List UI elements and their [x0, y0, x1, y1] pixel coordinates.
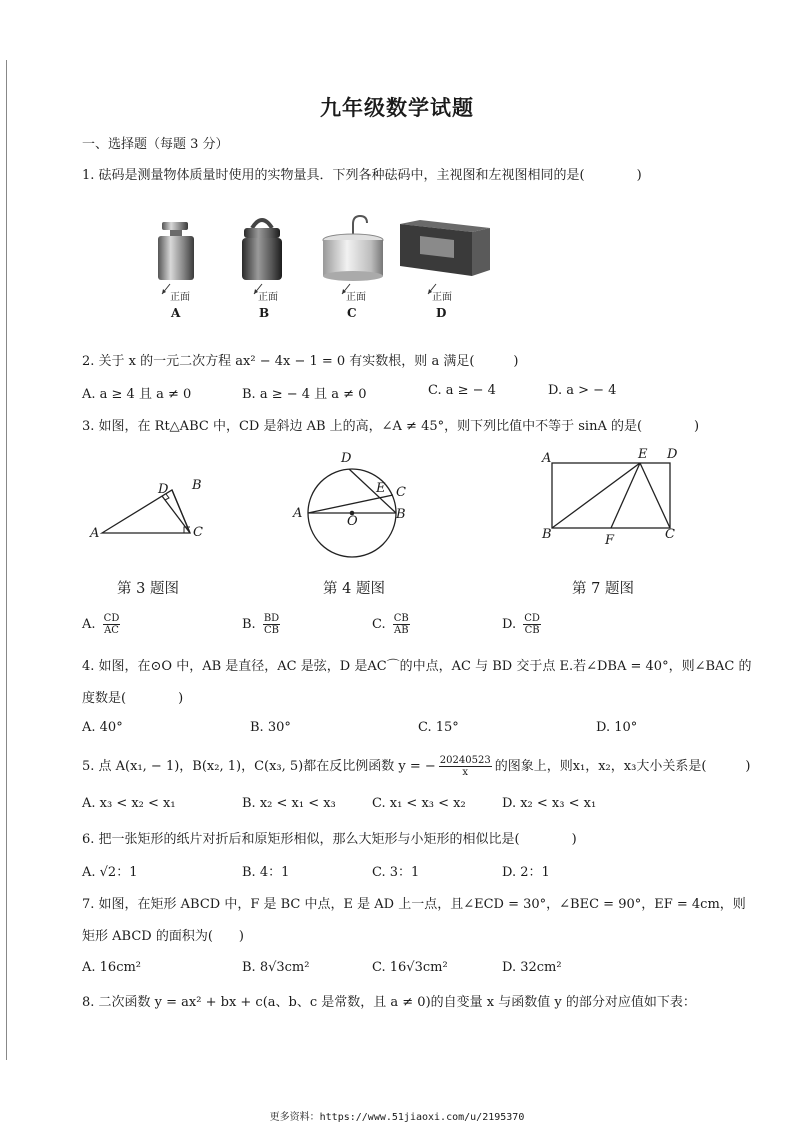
q5-text-after-fraction: 的图象上，则x₁，x₂，x₃大小关系是( ) — [494, 759, 751, 774]
question-1-text: 1. 砝码是测量物体质量时使用的实物量具．下列各种砝码中，主视图和左视图相同的是( ) — [82, 168, 642, 183]
fig7-label-e: E — [638, 447, 648, 462]
figure-3-caption: 第 3 题图 — [117, 581, 179, 597]
fig7-label-a: A — [542, 451, 552, 466]
question-3-text: 3. 如图，在 Rt△ABC 中，CD 是斜边 AB 上的高，∠A ≠ 45°，则下列比值中不等于 sinA 的是( ) — [82, 419, 700, 434]
q3-option-b-numerator: BD — [263, 613, 280, 624]
fig7-label-b: B — [542, 527, 552, 542]
q5-option-a: A. x₃ < x₂ < x₁ — [82, 796, 176, 811]
footer-source-text: 更多资料：https://www.51jiaoxi.com/u/2195370 — [269, 1112, 525, 1123]
q6-option-b: B. 4：1 — [242, 865, 290, 880]
fig7-label-f: F — [605, 533, 615, 548]
fig4-label-a: A — [293, 506, 303, 521]
q4-option-b: B. 30° — [250, 720, 291, 735]
figure-4-circle — [300, 450, 410, 560]
q4-option-d: D. 10° — [596, 720, 638, 735]
q5-option-d: D. x₂ < x₃ < x₁ — [502, 796, 597, 811]
q6-option-d: D. 2：1 — [502, 865, 550, 880]
weight-b-image — [242, 220, 282, 294]
figure-4-caption: 第 4 题图 — [323, 581, 385, 597]
fig7-label-c: C — [665, 527, 675, 542]
q3-option-c-denominator: AB — [393, 625, 409, 636]
q3-option-c — [372, 613, 413, 636]
fig4-label-b: B — [396, 507, 406, 522]
q3-option-d-letter: D. — [502, 617, 517, 632]
fig3-label-d: D — [158, 482, 169, 497]
fig3-label-c: C — [193, 525, 203, 540]
front-view-label-c: 正面 — [346, 292, 366, 303]
q5-option-b: B. x₂ < x₁ < x₃ — [242, 796, 336, 811]
q4-option-a: A. 40° — [82, 720, 123, 735]
fig4-label-e: E — [376, 481, 386, 496]
q3-option-a-letter: A. — [82, 617, 96, 632]
question-5-text — [82, 755, 750, 778]
fig7-label-d: D — [667, 447, 678, 462]
q3-option-c-numerator: CB — [393, 613, 409, 624]
question-7-line-2: 矩形 ABCD 的面积为( ) — [82, 929, 244, 944]
q3-option-b-denominator: CB — [264, 625, 280, 636]
q3-option-a-numerator: CD — [103, 613, 120, 624]
weight-d-image — [400, 220, 490, 294]
q5-option-c: C. x₁ < x₃ < x₂ — [372, 796, 466, 811]
q5-fraction-denominator: x — [462, 767, 469, 778]
q2-option-b: B. a ≥ − 4 且 a ≠ 0 — [242, 387, 367, 402]
q5-fraction-numerator: 20240523 — [439, 755, 491, 766]
question-4-line-2: 度数是( ) — [82, 691, 184, 706]
q2-option-c: C. a ≥ − 4 — [428, 383, 496, 398]
page-border-line — [6, 60, 7, 1060]
question-2-text: 2. 关于 x 的一元二次方程 ax² − 4x − 1 = 0 有实数根，则 a 满足( ) — [82, 354, 519, 369]
weights-figure — [150, 210, 500, 320]
q7-option-b: B. 8√3cm² — [242, 960, 310, 975]
q3-option-d-numerator: CD — [524, 613, 540, 624]
fig3-label-b: B — [192, 478, 202, 493]
fig4-label-c: C — [396, 485, 406, 500]
page-title: 九年级数学试题 — [320, 95, 474, 120]
front-view-label-d: 正面 — [432, 292, 452, 303]
q5-text-before-fraction: 5. 点 A(x₁, − 1)，B(x₂, 1)，C(x₃, 5)都在反比例函数 y = − — [82, 759, 436, 774]
fig3-label-a: A — [90, 526, 100, 541]
front-view-label-b: 正面 — [258, 292, 278, 303]
q3-option-c-letter: C. — [372, 617, 386, 632]
q3-option-b-letter: B. — [242, 617, 256, 632]
q6-option-a: A. √2：1 — [82, 865, 138, 880]
figure-7-caption: 第 7 题图 — [572, 581, 634, 597]
q6-option-c: C. 3：1 — [372, 865, 420, 880]
q4-option-c: C. 15° — [418, 720, 459, 735]
question-8-text: 8. 二次函数 y = ax² + bx + c(a、b、c 是常数，且 a ≠ 0)的自变量 x 与函数值 y 的部分对应值如下表： — [82, 995, 696, 1010]
weight-label-c: C — [347, 306, 357, 320]
q2-option-a: A. a ≥ 4 且 a ≠ 0 — [82, 387, 192, 402]
weight-label-d: D — [436, 306, 447, 320]
section-heading: 一、选择题（每题 3 分） — [82, 137, 229, 152]
q7-option-a: A. 16cm² — [82, 960, 142, 975]
question-7-line-1: 7. 如图，在矩形 ABCD 中，F 是 BC 中点，E 是 AD 上一点，且∠ECD = 30°，∠BEC = 90°，EF = 4cm，则 — [82, 897, 746, 912]
q7-option-c: C. 16√3cm² — [372, 960, 448, 975]
weight-c-image — [323, 216, 383, 294]
fig4-label-o: O — [347, 514, 358, 529]
q3-option-b — [242, 613, 283, 636]
q7-option-d: D. 32cm² — [502, 960, 562, 975]
fig4-label-d: D — [341, 451, 352, 466]
q2-option-d: D. a > − 4 — [548, 383, 617, 398]
front-view-label-a: 正面 — [170, 292, 190, 303]
weight-a-image — [158, 222, 194, 294]
question-4-line-1: 4. 如图，在⊙O 中，AB 是直径，AC 是弦，D 是AC⌒的中点，AC 与 BD 交于点 E.若∠DBA = 40°，则∠BAC 的 — [82, 659, 752, 674]
weight-label-a: A — [171, 306, 181, 320]
q3-option-a — [82, 613, 123, 636]
question-6-text: 6. 把一张矩形的纸片对折后和原矩形相似，那么大矩形与小矩形的相似比是( ) — [82, 832, 577, 847]
q3-option-a-denominator: AC — [104, 625, 119, 636]
q3-option-d — [502, 613, 544, 636]
q3-option-d-denominator: CB — [524, 625, 540, 636]
weight-label-b: B — [259, 306, 270, 320]
